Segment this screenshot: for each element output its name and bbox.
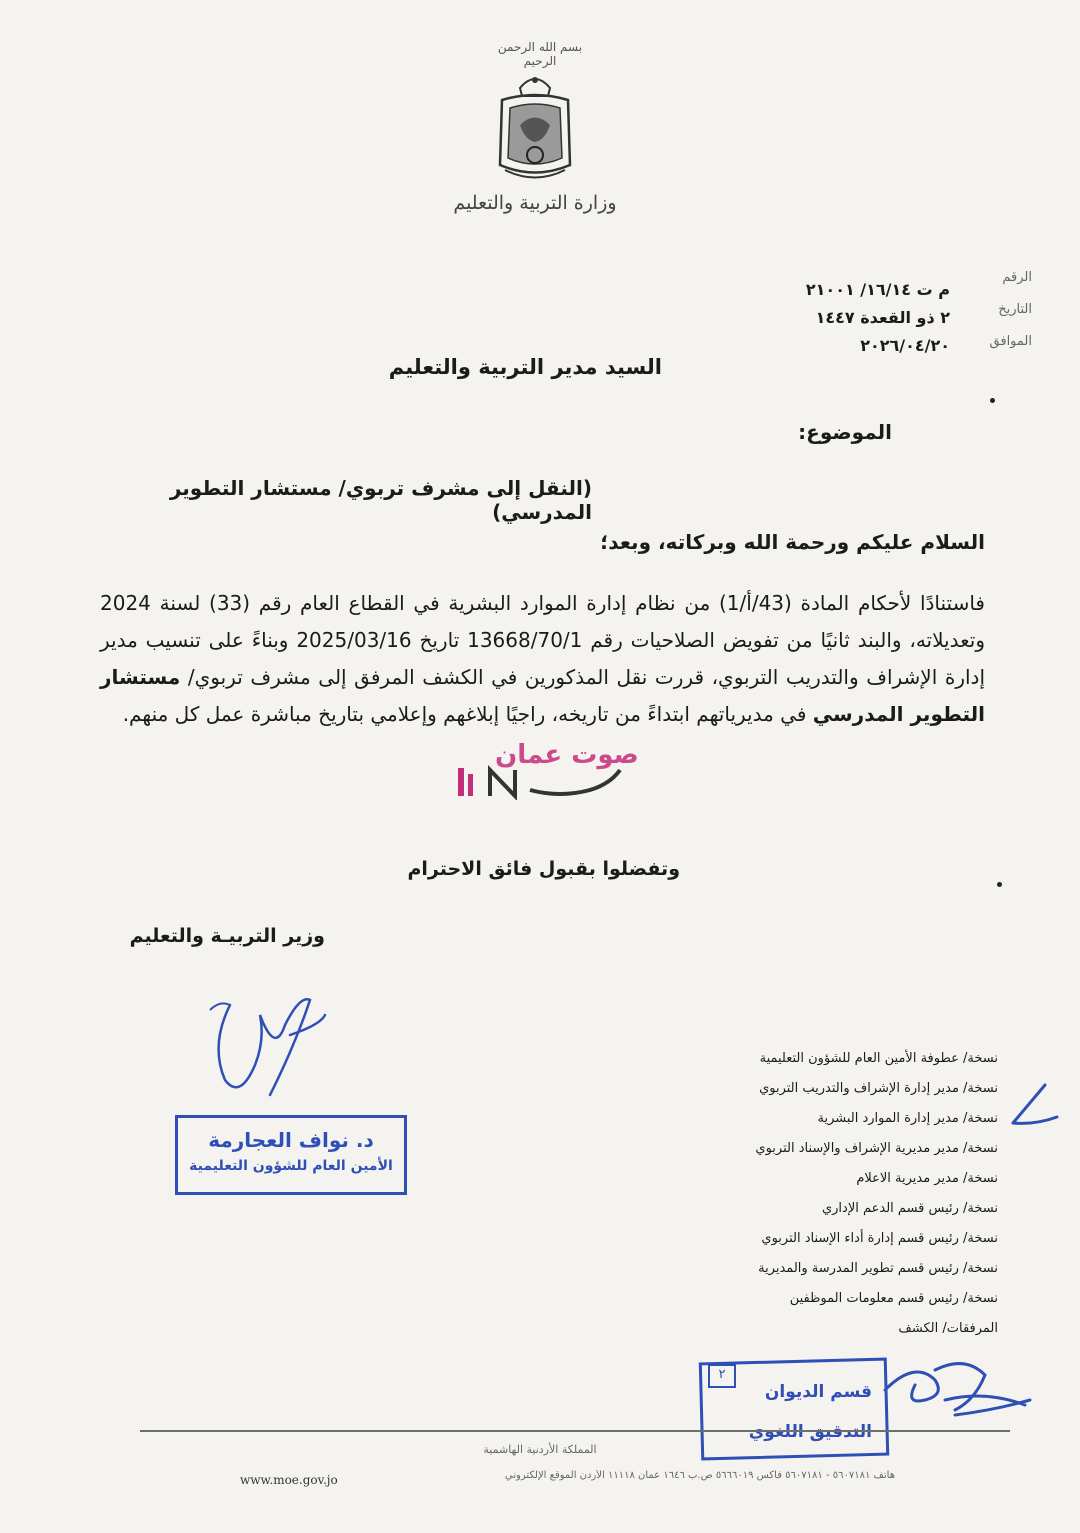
subject-label: الموضوع: xyxy=(798,420,892,444)
reference-number: م ت ١٦/١٤/ ٢١٠٠١ xyxy=(805,280,950,299)
subject-text: (النقل إلى مشرف تربوي/ مستشار التطوير المدرسي) xyxy=(169,476,592,524)
signature-icon xyxy=(200,985,340,1105)
ministry-name: وزارة التربية والتعليم xyxy=(453,192,617,214)
greeting: السلام عليكم ورحمة الله وبركاته، وبعد؛ xyxy=(600,530,985,554)
body-part-1: فاستنادًا لأحكام المادة (43/أ/1) من نظام إدارة الموارد البشرية في القطاع العام رقم (33) لسنة 2024 وتعديلاته، والبند ثانيًا من تفويض الصلاحيات رقم 13668/70/1 تاريخ 2025/03/16 وبناءً على تنسيب مدير إدارة الإشراف والتدريب التربوي، قررت نقل المذكورين في الكشف المرفق إلى مشرف تربوي/ xyxy=(100,591,986,689)
stray-dot xyxy=(990,398,995,403)
stray-dot-2 xyxy=(997,882,1002,887)
list-item: نسخة/ مدير مديرية الإشراف والإسناد التربوي xyxy=(755,1141,998,1156)
list-item: نسخة/ رئيس قسم إدارة أداء الإسناد التربوي xyxy=(761,1231,998,1246)
stamp-role: الأمين العام للشؤون التعليمية xyxy=(189,1158,393,1174)
reference-labels xyxy=(952,262,1032,358)
list-item: نسخة/ مدير إدارة الإشراف والتدريب التربوي xyxy=(759,1081,998,1096)
date-label: التاريخ xyxy=(998,302,1032,317)
footer-kingdom: المملكة الأردنية الهاشمية xyxy=(483,1443,597,1456)
list-item: نسخة/ رئيس قسم الدعم الإداري xyxy=(821,1201,998,1216)
stamp-name: د. نواف العجارمة xyxy=(208,1128,374,1152)
registry-stamp xyxy=(700,1360,890,1460)
watermark-text: صوت عمان xyxy=(495,740,639,770)
reference-values xyxy=(690,276,950,360)
copies-list xyxy=(638,1044,998,1344)
coat-of-arms-icon xyxy=(490,70,580,185)
official-stamp xyxy=(175,1115,407,1195)
initials-scribble-icon xyxy=(875,1350,1035,1430)
number-label: الرقم xyxy=(1002,270,1032,285)
addressee: السيد مدير التربية والتعليم xyxy=(388,355,662,379)
closing: وتفضلوا بقبول فائق الاحترام xyxy=(407,858,680,880)
letter-body xyxy=(100,585,985,733)
hijri-date: ٢ ذو القعدة ١٤٤٧ xyxy=(815,308,950,327)
list-item: نسخة/ مدير إدارة الموارد البشرية xyxy=(817,1111,998,1126)
list-item: المرفقات/ الكشف xyxy=(898,1321,998,1336)
basmala: بسم الله الرحمن الرحيم xyxy=(497,40,583,68)
body-bold: مستشار التطوير المدرسي xyxy=(100,665,985,726)
list-item: نسخة/ رئيس قسم معلومات الموظفين xyxy=(789,1291,998,1306)
footer-divider xyxy=(140,1430,1010,1432)
registry-stamp-line1: قسم الديوان xyxy=(764,1382,872,1402)
body-part-2: في مديرياتهم ابتداءً من تاريخه، راجيًا إبلاغهم وإعلامي بتاريخ مباشرة عمل كل منهم. xyxy=(122,702,807,726)
registry-stamp-number: ٢ xyxy=(708,1364,736,1388)
gregorian-date: ٢٠٢٦/٠٤/٢٠ xyxy=(860,336,950,355)
list-item: نسخة/ مدير مديرية الاعلام xyxy=(856,1171,998,1186)
list-item: نسخة/ رئيس قسم تطوير المدرسة والمديرية xyxy=(758,1261,998,1276)
corresponding-label: الموافق xyxy=(989,334,1032,349)
footer-website-link[interactable]: www.moe.gov.jo xyxy=(240,1473,338,1487)
checkmark-icon xyxy=(1005,1075,1065,1135)
footer-address: هاتف ٥٦٠٧١٨١ - ٥٦٠٧١٨١ فاكس ٥٦٦٦٠١٩ ص.ب ١٦٤٦ عمان ١١١١٨ الأردن الموقع الإلكتروني xyxy=(504,1470,895,1481)
registry-stamp-line2: التدقيق اللغوي xyxy=(748,1422,872,1442)
signatory-title: وزير التربيـة والتعليم xyxy=(129,925,325,947)
list-item: نسخة/ عطوفة الأمين العام للشؤون التعليمية xyxy=(759,1051,998,1066)
